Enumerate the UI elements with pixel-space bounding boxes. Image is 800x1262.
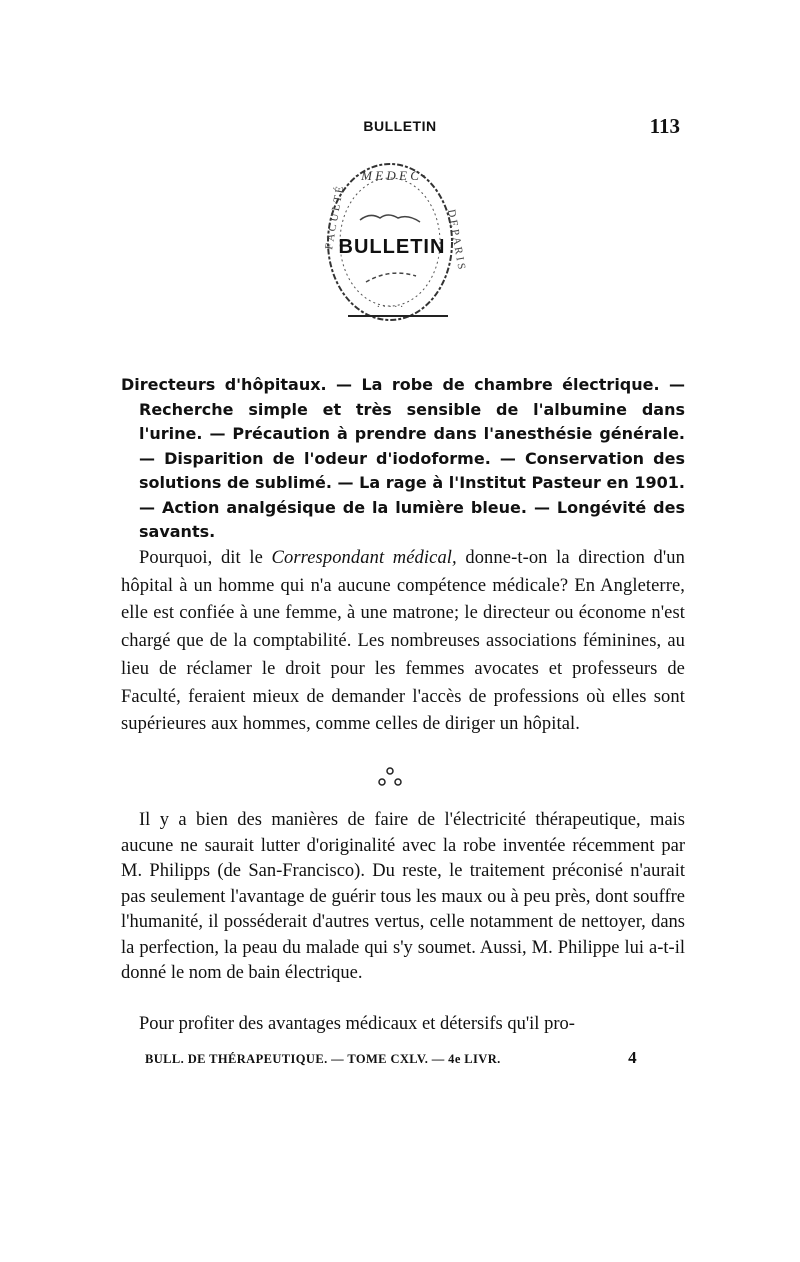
paragraph-hospital-directors — [121, 545, 685, 739]
svg-text:· M E D E C ·: · M E D E C · — [354, 168, 426, 183]
page-footer — [145, 1048, 637, 1072]
journal-title: Correspondant médical, — [271, 548, 457, 568]
footer-sheet-number: 4 — [628, 1048, 637, 1067]
footer-signature: BULL. DE THÉRAPEUTIQUE. — TOME CXLV. — 4e LIVR. — [145, 1052, 501, 1066]
paragraph-electric-robe: Il y a bien des manières de faire de l'électricité thérapeutique, mais aucune ne saurait lutter d'originalité avec la robe inventée récemment par M. Philipps (de San-Francisco). Du reste, le traitement préconisé n'aurait pas seulement l'avantage de guérir tous les maux ou à peu près, dont souffre l'humanité, il posséderait d'autres vertus, celle notamment de nettoyer, dans la perfection, la peau du malade qui s'y soumet. Aussi, M. Philippe lui a-t-il donné le nom de bain électrique. — [121, 810, 685, 983]
svg-text:D E P A R I S: D E P A R I S — [445, 208, 468, 271]
paragraph-body: donne-t-on la direction d'un hôpital à un homme qui n'a aucune compétence médicale? En Angleterre, elle est confiée à une femme, à une matrone; le directeur ou économe n'est chargé que de la comptabilité. Les nombreuses associations féminines, au lieu de réclamer le droit pour les femmes avocates et professeurs de Faculté, feraient mieux de demander l'accès de professions où elles sont supérieures aux hommes, comme celles de diriger un hôpital. — [121, 548, 685, 735]
running-title: BULLETIN — [363, 118, 437, 134]
paragraph-lead: Pourquoi, dit le — [139, 548, 272, 568]
library-stamp — [320, 150, 468, 330]
svg-text:F A C U L T É: F A C U L T É — [323, 185, 347, 251]
paragraph-continued: Pour profiter des avantages médicaux et détersifs qu'il pro- — [139, 1014, 575, 1034]
asterism-separator — [370, 764, 410, 790]
running-head — [120, 112, 680, 142]
stamp-word: BULLETIN — [338, 236, 446, 258]
page-number: 113 — [649, 114, 680, 138]
svg-text:· · · · ·: · · · · · — [376, 302, 404, 313]
article-summary: Directeurs d'hôpitaux. — La robe de chambre électrique. — Recherche simple et très sensible de l'albumine dans l'urine. — Précaution à prendre dans l'anesthésie générale. — Disparition de l'odeur d'iodoforme. — Conservation des solutions de sublimé. — La rage à l'Institut Pasteur en 1901. — Action analgésique de la lumière bleue. — Longévité des savants. — [121, 375, 685, 541]
